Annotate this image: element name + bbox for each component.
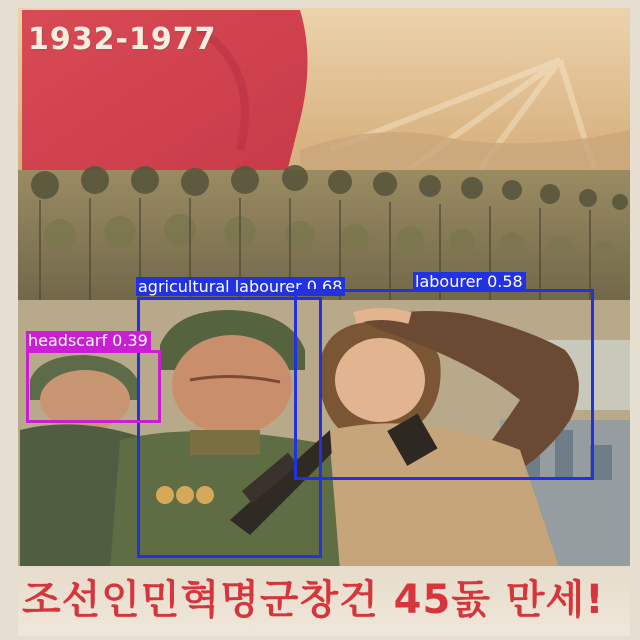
detection-box-headscarf [26, 350, 161, 423]
detection-label-labourer: labourer 0.58 [413, 272, 526, 291]
poster-slogan: 조선인민혁명군창건 45돐 만세! [22, 577, 605, 623]
detection-label-headscarf: headscarf 0.39 [26, 331, 151, 350]
detection-label-agricultural-labourer: agricultural labourer 0.68 [136, 277, 345, 296]
detection-box-labourer [294, 289, 594, 480]
poster-year-range: 1932-1977 [28, 22, 217, 57]
